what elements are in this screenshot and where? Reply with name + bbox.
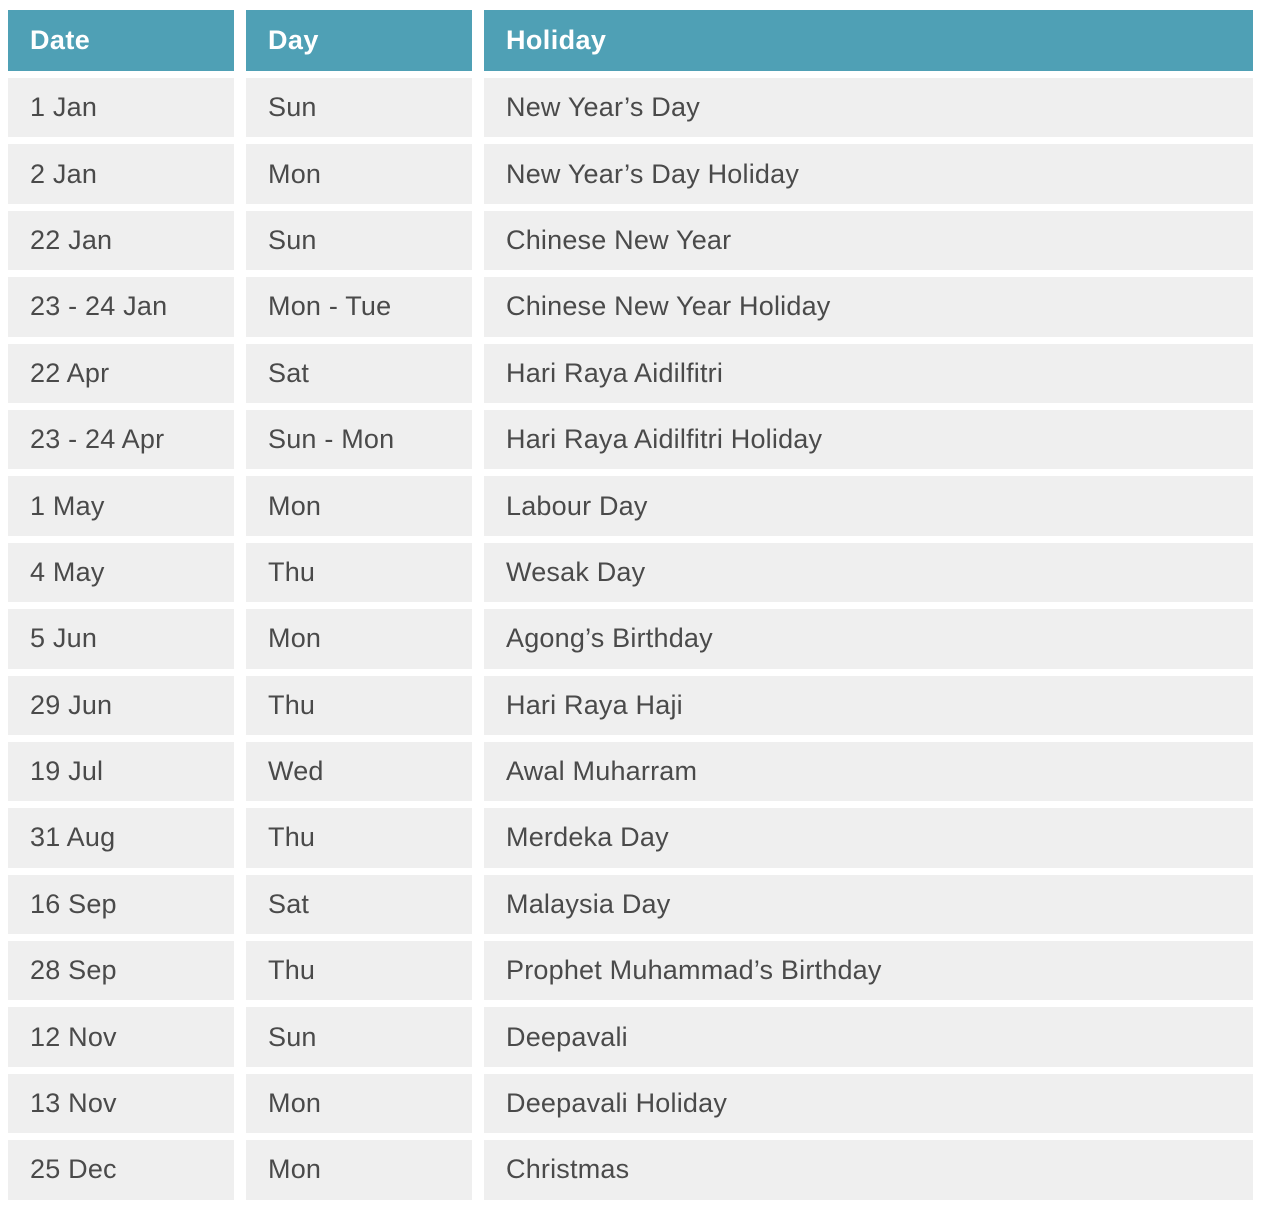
- cell-holiday: Malaysia Day: [484, 875, 1253, 934]
- cell-date: 31 Aug: [8, 808, 234, 867]
- cell-day: Mon: [246, 144, 472, 203]
- cell-date: 4 May: [8, 543, 234, 602]
- cell-day: Mon - Tue: [246, 277, 472, 336]
- cell-holiday: Hari Raya Haji: [484, 676, 1253, 735]
- cell-date: 28 Sep: [8, 941, 234, 1000]
- cell-holiday: Labour Day: [484, 476, 1253, 535]
- cell-day: Sun - Mon: [246, 410, 472, 469]
- cell-day: Sat: [246, 875, 472, 934]
- cell-day: Thu: [246, 941, 472, 1000]
- cell-holiday: Hari Raya Aidilfitri Holiday: [484, 410, 1253, 469]
- cell-holiday: Deepavali: [484, 1007, 1253, 1066]
- header-cell-date: Date: [8, 10, 234, 71]
- cell-day: Sun: [246, 78, 472, 137]
- cell-day: Sun: [246, 1007, 472, 1066]
- cell-date: 16 Sep: [8, 875, 234, 934]
- cell-date: 1 Jan: [8, 78, 234, 137]
- cell-holiday: Chinese New Year Holiday: [484, 277, 1253, 336]
- cell-day: Sat: [246, 344, 472, 403]
- cell-holiday: Prophet Muhammad’s Birthday: [484, 941, 1253, 1000]
- cell-holiday: Merdeka Day: [484, 808, 1253, 867]
- cell-date: 1 May: [8, 476, 234, 535]
- cell-day: Thu: [246, 676, 472, 735]
- cell-date: 23 - 24 Jan: [8, 277, 234, 336]
- cell-date: 12 Nov: [8, 1007, 234, 1066]
- cell-holiday: New Year’s Day: [484, 78, 1253, 137]
- cell-date: 22 Apr: [8, 344, 234, 403]
- cell-date: 22 Jan: [8, 211, 234, 270]
- cell-date: 25 Dec: [8, 1140, 234, 1199]
- cell-day: Thu: [246, 808, 472, 867]
- cell-day: Mon: [246, 1140, 472, 1199]
- cell-day: Sun: [246, 211, 472, 270]
- cell-holiday: Christmas: [484, 1140, 1253, 1199]
- cell-holiday: Agong’s Birthday: [484, 609, 1253, 668]
- cell-holiday: Wesak Day: [484, 543, 1253, 602]
- cell-day: Thu: [246, 543, 472, 602]
- cell-day: Wed: [246, 742, 472, 801]
- header-cell-holiday: Holiday: [484, 10, 1253, 71]
- cell-day: Mon: [246, 476, 472, 535]
- cell-holiday: Chinese New Year: [484, 211, 1253, 270]
- cell-date: 2 Jan: [8, 144, 234, 203]
- cell-date: 29 Jun: [8, 676, 234, 735]
- header-cell-day: Day: [246, 10, 472, 71]
- cell-date: 13 Nov: [8, 1074, 234, 1133]
- cell-date: 19 Jul: [8, 742, 234, 801]
- cell-holiday: Awal Muharram: [484, 742, 1253, 801]
- cell-date: 23 - 24 Apr: [8, 410, 234, 469]
- cell-holiday: Hari Raya Aidilfitri: [484, 344, 1253, 403]
- cell-day: Mon: [246, 609, 472, 668]
- cell-holiday: Deepavali Holiday: [484, 1074, 1253, 1133]
- cell-day: Mon: [246, 1074, 472, 1133]
- cell-holiday: New Year’s Day Holiday: [484, 144, 1253, 203]
- cell-date: 5 Jun: [8, 609, 234, 668]
